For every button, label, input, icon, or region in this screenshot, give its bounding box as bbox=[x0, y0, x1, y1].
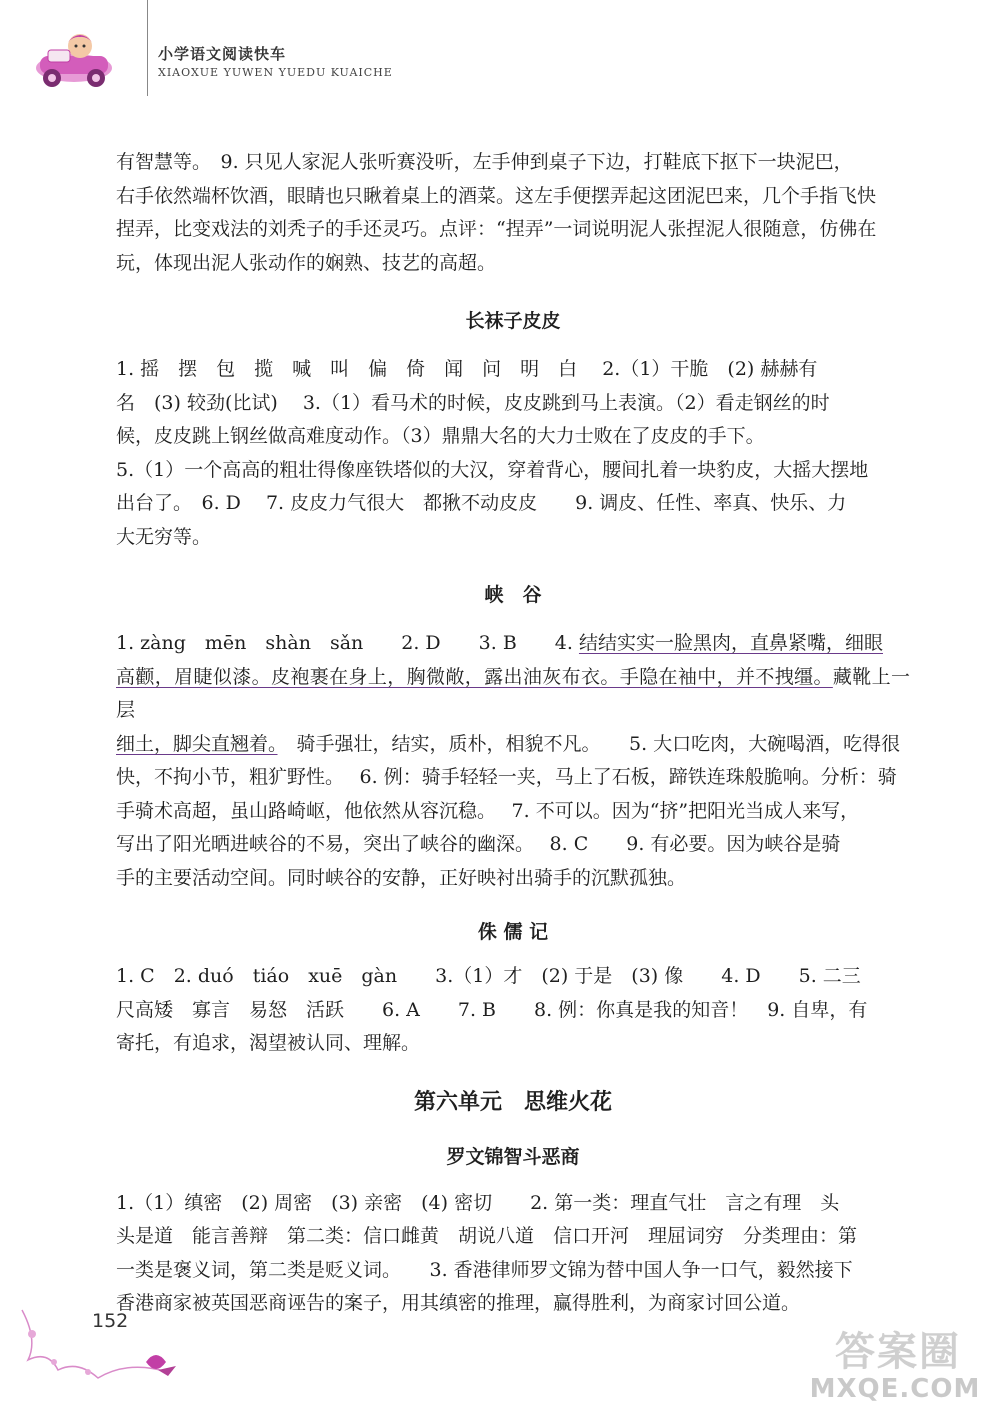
changwazi-answers bbox=[116, 353, 910, 554]
underlined-quote: 结结实实一脸黑肉，直鼻紧嘴，细眼 bbox=[578, 632, 883, 654]
text-line: 寄托，有追求，渴望被认同、理解。 bbox=[116, 1032, 421, 1054]
text-line: 右手依然端杯饮酒，眼睛也只瞅着桌上的酒菜。这左手便摆弄起这团泥巴来，几个手指飞快 bbox=[116, 184, 877, 207]
watermark-logo: 答案圈 bbox=[835, 1329, 961, 1375]
series-title: 小学语文阅读快车 bbox=[158, 45, 287, 63]
text-line: 藏靴上一层 bbox=[116, 665, 910, 721]
text-line: 香港商家被英国恶商诬告的案子，用其缜密的推理，赢得胜利，为商家讨回公道。 bbox=[116, 1292, 801, 1314]
series-subtitle: XIAOXUE YUWEN YUEDU KUAICHE bbox=[158, 66, 393, 79]
section-title-luowenjin: 罗文锦智斗恶商 bbox=[446, 1145, 580, 1168]
text-line: 1.（1）缜密 (2) 周密 (3) 亲密 (4) 密切 2. 第一类：理直气壮 言之有理 头 bbox=[116, 1191, 840, 1214]
header-divider bbox=[147, 0, 148, 96]
text-line: 1. zàng mēn shàn sǎn 2. D 3. B 4. bbox=[116, 632, 579, 654]
xiagu-answers bbox=[116, 627, 910, 895]
watermark-url: MXQE.COM bbox=[809, 1374, 981, 1404]
text-line: 有智慧等。 9. 只见人家泥人张听赛没听，左手伸到桌子下边，打鞋底下抠下一块泥巴， bbox=[116, 151, 853, 173]
section-title-changwazi: 长袜子皮皮 bbox=[465, 310, 561, 332]
answer-content bbox=[116, 146, 910, 1321]
unit-title: 第六单元 思维火花 bbox=[413, 1088, 612, 1115]
text-line: 捏弄，比变戏法的刘秃子的手还灵巧。点评：“捏弄”一词说明泥人张捏泥人很随意，仿佛在 bbox=[116, 218, 877, 240]
text-line: 1. 摇 摆 包 揽 喊 叫 偏 倚 闻 问 明 白 2.（1）干脆 (2) 赫赫有 bbox=[116, 358, 818, 380]
text-line: 出台了。 6. D 7. 皮皮力气很大 都揪不动皮皮 9. 调皮、任性、率真、快乐、力 bbox=[116, 492, 847, 514]
text-line: 名 (3) 较劲(比试) 3.（1）看马术的时候，皮皮跳到马上表演。（2）看走钢丝的时 bbox=[116, 391, 830, 414]
text-line: 5.（1）一个高高的粗壮得像座铁塔似的大汉，穿着背心，腰间扎着一块豹皮，大摇大摆地 bbox=[116, 458, 869, 481]
text-line: 快，不拘小节，粗犷野性。 6. 例：骑手轻轻一夹，马上了石板，蹄铁连珠般脆响。分析：骑 bbox=[116, 766, 897, 788]
text-line: 玩，体现出泥人张动作的娴熟、技艺的高超。 bbox=[116, 251, 497, 274]
text-line: 1. C 2. duó tiáo xuē gàn 3.（1）才 (2) 于是 (3) 像 4. D 5. 二三 bbox=[116, 965, 861, 987]
underlined-quote: 高颧，眉睫似漆。皮袍裹在身上，胸微敞，露出油灰布衣。手隐在袖中，并不拽缰。 bbox=[116, 665, 833, 688]
text-line: 尺高矮 寡言 易怒 活跃 6. A 7. B 8. 例：你真是我的知音！ 9. 自卑，有 bbox=[116, 998, 868, 1021]
luowenjin-answers bbox=[116, 1187, 910, 1321]
text-line: 候，皮皮跳上钢丝做高难度动作。（3）鼎鼎大名的大力士败在了皮皮的手下。 bbox=[116, 425, 765, 447]
page-header bbox=[34, 0, 454, 100]
text-line: 写出了阳光晒进峡谷的不易，突出了峡谷的幽深。 8. C 9. 有必要。因为峡谷是骑 bbox=[116, 833, 841, 855]
book-car-logo-icon bbox=[34, 28, 114, 90]
zhuru-answers bbox=[116, 960, 910, 1061]
text-line: 大无穷等。 bbox=[116, 525, 212, 548]
underlined-quote: 细土，脚尖直翘着。 bbox=[116, 732, 278, 755]
text-line: 头是道 能言善辩 第二类：信口雌黄 胡说八道 信口开河 理屈词穷 分类理由：第 bbox=[116, 1225, 858, 1247]
text-line: 一类是褒义词，第二类是贬义词。 3. 香港律师罗文锦为替中国人争一口气，毅然接下 bbox=[116, 1258, 853, 1281]
text-line: 手骑术高超，虽山路崎岖，他依然从容沉稳。 7. 不可以。因为“挤”把阳光当成人来写， bbox=[116, 799, 860, 822]
section-title-xiagu: 峡 谷 bbox=[484, 584, 542, 606]
text-line: 骑手强壮，结实，质朴，相貌不凡。 5. 大口吃肉，大碗喝酒，吃得很 bbox=[277, 732, 901, 755]
watermark bbox=[800, 1316, 990, 1408]
text-line: 手的主要活动空间。同时峡谷的安静，正好映衬出骑手的沉默孤独。 bbox=[116, 866, 687, 889]
section-title-zhuru: 侏 儒 记 bbox=[477, 921, 549, 943]
intro-answers bbox=[116, 146, 910, 280]
page-number: 152 bbox=[92, 1310, 129, 1332]
